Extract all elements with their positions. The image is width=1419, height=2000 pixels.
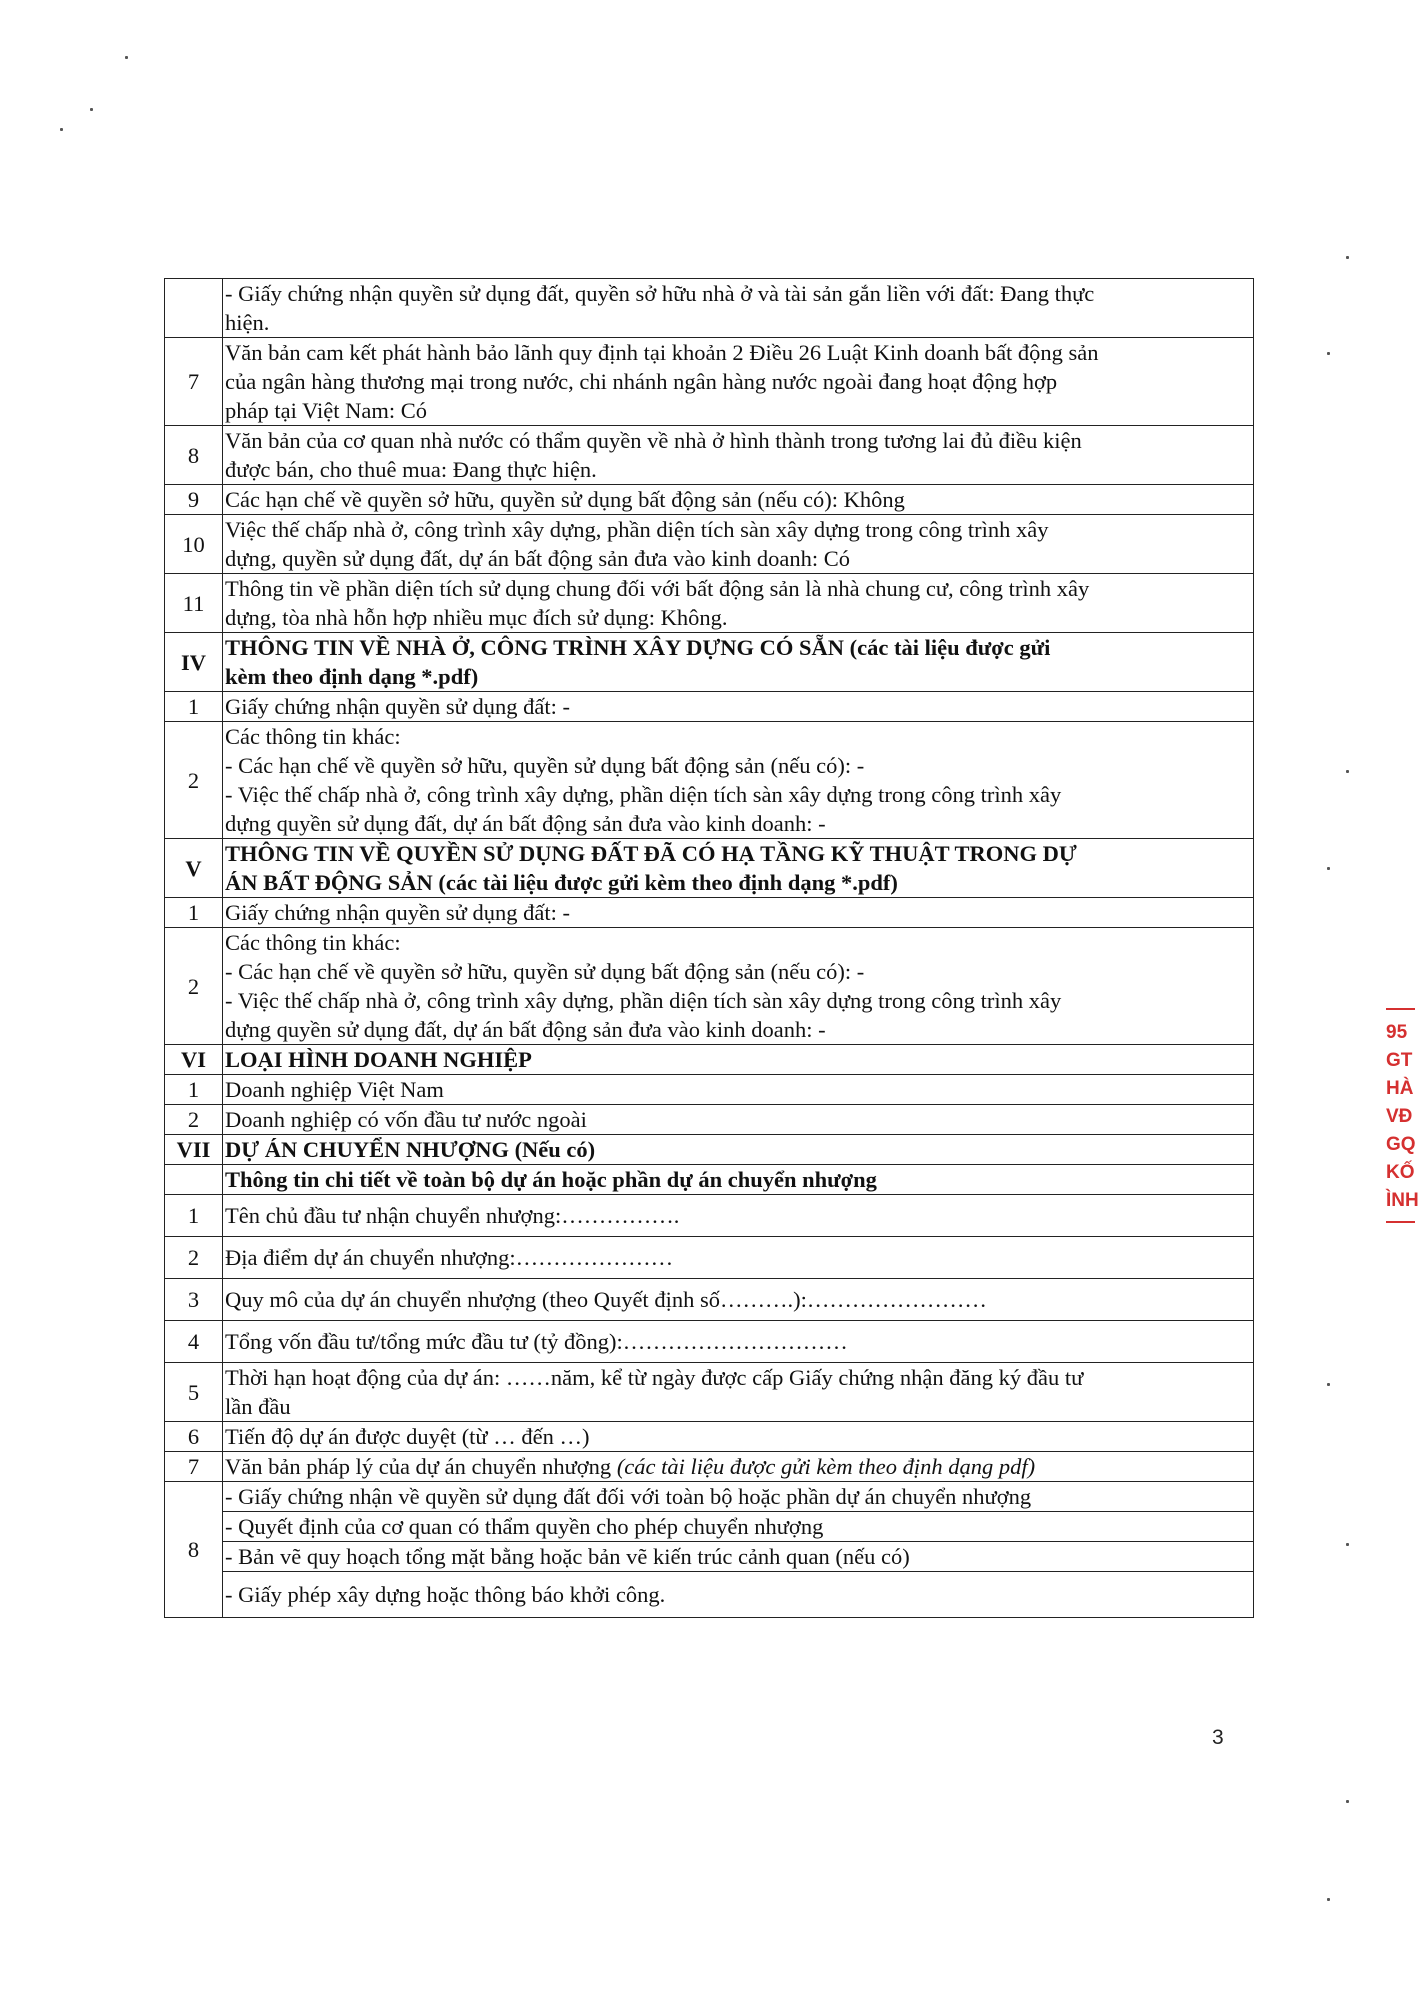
- table-row: [165, 485, 1254, 515]
- content-line: Quy mô của dự án chuyển nhượng (theo Quyết định số……….):……………………: [225, 1287, 987, 1312]
- content-line: - Các hạn chế về quyền sở hữu, quyền sử dụng bất động sản (nếu có): -: [225, 753, 865, 778]
- table-row: [165, 1105, 1254, 1135]
- row-content: [223, 928, 1254, 1045]
- content-line: dựng quyền sử dụng đất, dự án bất động sản đưa vào kinh doanh: -: [225, 811, 826, 836]
- row-content: [223, 426, 1254, 485]
- content-line: được bán, cho thuê mua: Đang thực hiện.: [225, 457, 597, 482]
- scan-speck: [1346, 1543, 1349, 1546]
- table-row: [165, 515, 1254, 574]
- row-number: [165, 279, 223, 338]
- table-row: [165, 1482, 1254, 1512]
- info-table-body: [165, 279, 1254, 1618]
- scan-speck: [125, 56, 128, 59]
- row-number: 9: [165, 485, 223, 515]
- table-row: [165, 1195, 1254, 1237]
- content-line: - Các hạn chế về quyền sở hữu, quyền sử dụng bất động sản (nếu có): -: [225, 959, 865, 984]
- content-line: THÔNG TIN VỀ NHÀ Ở, CÔNG TRÌNH XÂY DỰNG CÓ SẴN (các tài liệu được gửi: [225, 635, 1051, 660]
- scan-speck: [1327, 1383, 1330, 1386]
- table-row: [165, 1512, 1254, 1542]
- scan-speck: [1346, 1800, 1349, 1803]
- row-content: [223, 1237, 1254, 1279]
- row-content: [223, 898, 1254, 928]
- row-number: 1: [165, 898, 223, 928]
- table-row: [165, 1279, 1254, 1321]
- row-number: V: [165, 839, 223, 898]
- page-number: 3: [1212, 1726, 1224, 1749]
- content-line: Thông tin chi tiết về toàn bộ dự án hoặc phần dự án chuyển nhượng: [225, 1167, 877, 1192]
- content-line: dựng, quyền sử dụng đất, dự án bất động sản đưa vào kinh doanh: Có: [225, 546, 850, 571]
- content-line: dựng, tòa nhà hỗn hợp nhiều mục đích sử dụng: Không.: [225, 605, 728, 630]
- content-line: Thời hạn hoạt động của dự án: ……năm, kể từ ngày được cấp Giấy chứng nhận đăng ký đầu tư: [225, 1365, 1084, 1390]
- row-number: 1: [165, 1075, 223, 1105]
- row-content: [223, 1075, 1254, 1105]
- row-number: 7: [165, 338, 223, 426]
- row-content: [223, 1422, 1254, 1452]
- row-number: 2: [165, 928, 223, 1045]
- content-line: - Việc thế chấp nhà ở, công trình xây dựng, phần diện tích sàn xây dựng trong công trình xây: [225, 988, 1062, 1013]
- row-number: IV: [165, 633, 223, 692]
- row-number: 2: [165, 722, 223, 839]
- content-line: - Quyết định của cơ quan có thẩm quyền cho phép chuyển nhượng: [225, 1514, 824, 1539]
- content-line: dựng quyền sử dụng đất, dự án bất động sản đưa vào kinh doanh: -: [225, 1017, 826, 1042]
- row-number: 6: [165, 1422, 223, 1452]
- stamp-fragment: [1386, 1002, 1419, 1272]
- section-row: [165, 633, 1254, 692]
- section-title: [223, 633, 1254, 692]
- content-line: Việc thế chấp nhà ở, công trình xây dựng, phần diện tích sàn xây dựng trong công trình xây: [225, 517, 1049, 542]
- content-line: THÔNG TIN VỀ QUYỀN SỬ DỤNG ĐẤT ĐÃ CÓ HẠ TẦNG KỸ THUẬT TRONG DỰ: [225, 841, 1077, 866]
- row-number: [165, 1165, 223, 1195]
- row-content: [223, 1482, 1254, 1512]
- row-number: 8: [165, 1482, 223, 1618]
- scan-speck: [1327, 352, 1330, 355]
- section-title: [223, 1045, 1254, 1075]
- row-number: VII: [165, 1135, 223, 1165]
- scan-speck: [1346, 256, 1349, 259]
- row-content: [223, 1452, 1254, 1482]
- section-row: [165, 1135, 1254, 1165]
- table-row: [165, 692, 1254, 722]
- table-row: [165, 1572, 1254, 1618]
- row-number: 8: [165, 426, 223, 485]
- content-line: LOẠI HÌNH DOANH NGHIỆP: [225, 1047, 532, 1072]
- row-number: 4: [165, 1321, 223, 1363]
- table-row: [165, 928, 1254, 1045]
- row-content: [223, 485, 1254, 515]
- table-row: [165, 1542, 1254, 1572]
- italic-note: (các tài liệu được gửi kèm theo định dạng pdf): [616, 1454, 1036, 1479]
- table-row: [165, 426, 1254, 485]
- row-content: [223, 1512, 1254, 1542]
- table-row: [165, 1452, 1254, 1482]
- content-line: Văn bản của cơ quan nhà nước có thẩm quyền về nhà ở hình thành trong tương lai đủ điều kiện: [225, 428, 1082, 453]
- table-row: [165, 338, 1254, 426]
- section-title: [223, 1165, 1254, 1195]
- scan-speck: [1346, 770, 1349, 773]
- content-line: - Giấy chứng nhận quyền sử dụng đất, quyền sở hữu nhà ở và tài sản gắn liền với đất: Đang thực: [225, 281, 1095, 306]
- row-number: 1: [165, 1195, 223, 1237]
- content-line: - Bản vẽ quy hoạch tổng mặt bằng hoặc bản vẽ kiến trúc cảnh quan (nếu có): [225, 1544, 910, 1569]
- row-number: VI: [165, 1045, 223, 1075]
- section-row: [165, 839, 1254, 898]
- content-line: hiện.: [225, 310, 270, 335]
- section-title: [223, 1135, 1254, 1165]
- content-line: Tiến độ dự án được duyệt (từ … đến …): [225, 1424, 590, 1449]
- content-line: pháp tại Việt Nam: Có: [225, 398, 427, 423]
- scan-speck: [1327, 1898, 1330, 1901]
- section-title: [223, 839, 1254, 898]
- row-content: [223, 722, 1254, 839]
- content-line: Văn bản cam kết phát hành bảo lãnh quy định tại khoản 2 Điều 26 Luật Kinh doanh bất động sản: [225, 340, 1099, 365]
- stamp-text: 95 GT HÀ VĐ GQ KỐ ÌNH: [1386, 1022, 1419, 1211]
- content-line: - Giấy phép xây dựng hoặc thông báo khởi công.: [225, 1582, 666, 1607]
- row-number: 10: [165, 515, 223, 574]
- row-number: 1: [165, 692, 223, 722]
- table-row: [165, 1422, 1254, 1452]
- content-line: Giấy chứng nhận quyền sử dụng đất: -: [225, 694, 570, 719]
- content-line: Thông tin về phần diện tích sử dụng chung đối với bất động sản là nhà chung cư, công trình xây: [225, 576, 1090, 601]
- row-content: [223, 1363, 1254, 1422]
- row-content: [223, 1195, 1254, 1237]
- row-content: [223, 574, 1254, 633]
- table-row: [165, 898, 1254, 928]
- content-line: Doanh nghiệp có vốn đầu tư nước ngoài: [225, 1107, 587, 1132]
- content-line: Địa điểm dự án chuyển nhượng:…………………: [225, 1245, 674, 1270]
- row-content: [223, 338, 1254, 426]
- scan-speck: [60, 128, 63, 131]
- row-content: [223, 515, 1254, 574]
- section-row: [165, 1165, 1254, 1195]
- row-number: 3: [165, 1279, 223, 1321]
- row-content: [223, 1572, 1254, 1618]
- content-line: Tên chủ đầu tư nhận chuyển nhượng:…………….: [225, 1203, 680, 1228]
- content-line: của ngân hàng thương mại trong nước, chi nhánh ngân hàng nước ngoài đang hoạt động hợp: [225, 369, 1058, 394]
- row-number: 2: [165, 1105, 223, 1135]
- table-row: [165, 574, 1254, 633]
- scan-speck: [90, 108, 93, 111]
- content-line: Doanh nghiệp Việt Nam: [225, 1077, 444, 1102]
- content-line: Giấy chứng nhận quyền sử dụng đất: -: [225, 900, 570, 925]
- info-table: [164, 278, 1254, 1618]
- table-row: [165, 1237, 1254, 1279]
- table-row: [165, 722, 1254, 839]
- content-line: Các hạn chế về quyền sở hữu, quyền sử dụng bất động sản (nếu có): Không: [225, 487, 905, 512]
- row-content: [223, 692, 1254, 722]
- content-line: - Việc thế chấp nhà ở, công trình xây dựng, phần diện tích sàn xây dựng trong công trình xây: [225, 782, 1062, 807]
- row-content: [223, 279, 1254, 338]
- row-content: [223, 1105, 1254, 1135]
- table-row: [165, 1363, 1254, 1422]
- content-line: DỰ ÁN CHUYỂN NHƯỢNG (Nếu có): [225, 1137, 596, 1162]
- row-content: [223, 1279, 1254, 1321]
- content-line: Tổng vốn đầu tư/tổng mức đầu tư (tỷ đồng):…………………………: [225, 1329, 848, 1354]
- row-number: 5: [165, 1363, 223, 1422]
- row-number: 2: [165, 1237, 223, 1279]
- row-number: 7: [165, 1452, 223, 1482]
- row-content: [223, 1542, 1254, 1572]
- table-row: [165, 279, 1254, 338]
- content-line: - Giấy chứng nhận về quyền sử dụng đất đối với toàn bộ hoặc phần dự án chuyển nhượng: [225, 1484, 1032, 1509]
- table-row: [165, 1321, 1254, 1363]
- row-content: [223, 1321, 1254, 1363]
- section-row: [165, 1045, 1254, 1075]
- scan-speck: [1327, 867, 1330, 870]
- table-row: [165, 1075, 1254, 1105]
- content-line: Các thông tin khác:: [225, 930, 401, 955]
- content-line: Các thông tin khác:: [225, 724, 401, 749]
- row-number: 11: [165, 574, 223, 633]
- content-line: kèm theo định dạng *.pdf): [225, 664, 479, 689]
- content-line: ÁN BẤT ĐỘNG SẢN (các tài liệu được gửi kèm theo định dạng *.pdf): [225, 870, 898, 895]
- content-line: lần đầu: [225, 1394, 291, 1419]
- content-line: Văn bản pháp lý của dự án chuyển nhượng: [225, 1454, 617, 1479]
